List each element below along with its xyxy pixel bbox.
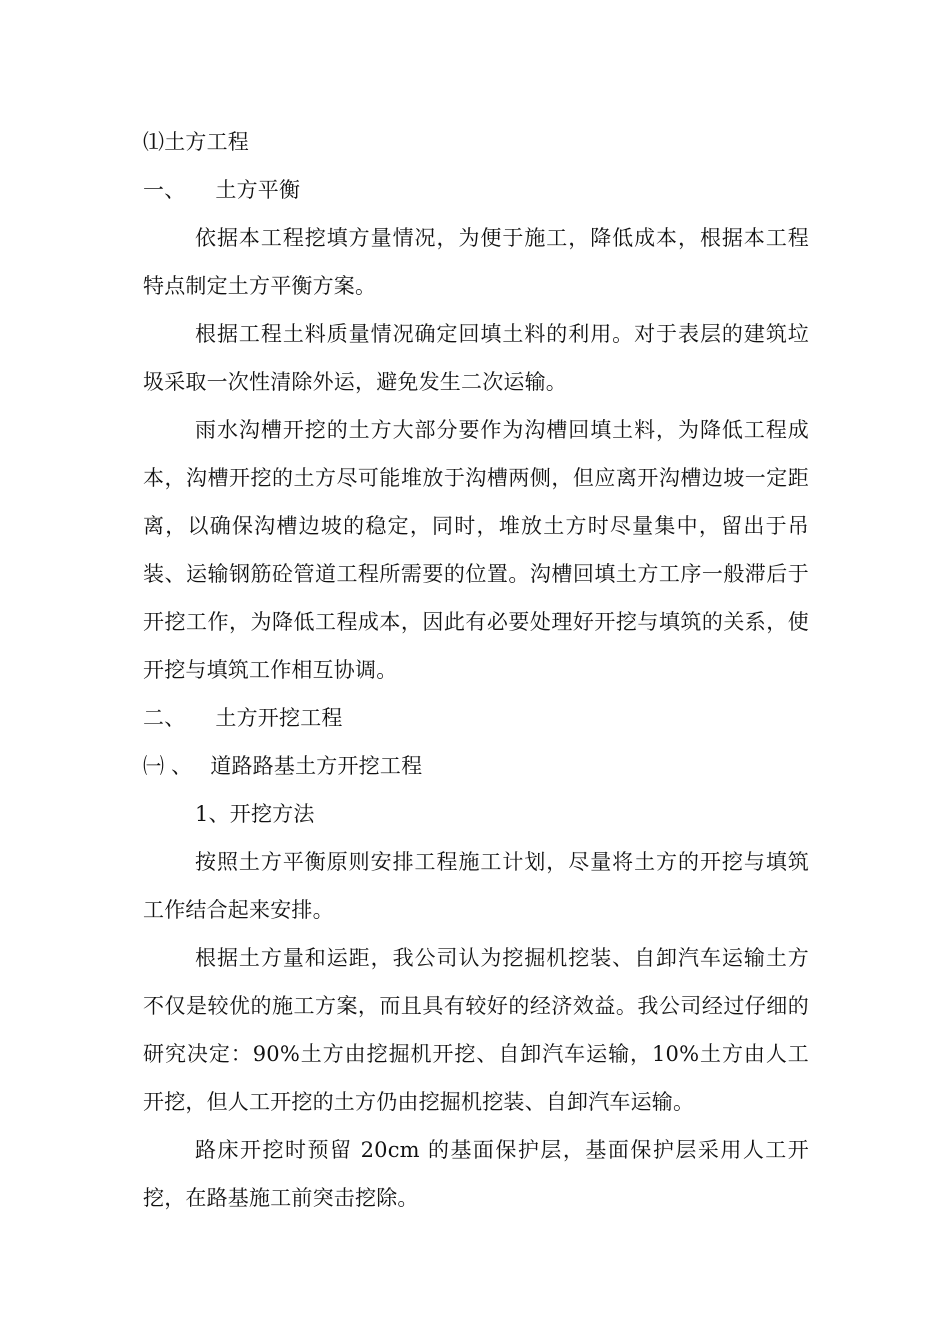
heading-roadbed-excavation — [143, 742, 809, 790]
heading-number: 二、 — [143, 706, 186, 730]
paragraph: 按照土方平衡原则安排工程施工计划，尽量将土方的开挖与填筑工作结合起来安排。 — [143, 850, 809, 922]
heading-number: 一、 — [143, 178, 186, 202]
document-body — [143, 118, 809, 1222]
section-title: ⑴土方工程 — [143, 130, 249, 154]
paragraph: 根据土方量和运距，我公司认为挖掘机挖装、自卸汽车运输土方不仅是较优的施工方案，而且具有较好的经济效益。我公司经过仔细的研究决定：90%土方由挖掘机开挖、自卸汽车运输，10%土方由人工开挖，但人工开挖的土方仍由挖掘机挖装、自卸汽车运输。 — [143, 946, 809, 1114]
paragraph: 依据本工程挖填方量情况，为便于施工，降低成本，根据本工程特点制定土方平衡方案。 — [143, 226, 809, 298]
heading-excavation-method: 1、开挖方法 — [195, 802, 315, 826]
heading-text: 道路路基土方开挖工程 — [210, 754, 423, 778]
paragraph: 路床开挖时预留 20cm 的基面保护层，基面保护层采用人工开挖，在路基施工前突击挖除。 — [143, 1138, 809, 1210]
heading-number: ㈠ 、 — [143, 754, 193, 778]
heading-text: 土方开挖工程 — [215, 706, 343, 730]
paragraph: 根据工程土料质量情况确定回填土料的利用。对于表层的建筑垃圾采取一次性清除外运，避免发生二次运输。 — [143, 322, 809, 394]
heading-text: 土方平衡 — [215, 178, 301, 202]
paragraph: 雨水沟槽开挖的土方大部分要作为沟槽回填土料，为降低工程成本，沟槽开挖的土方尽可能堆放于沟槽两侧，但应离开沟槽边坡一定距离，以确保沟槽边坡的稳定，同时，堆放土方时尽量集中，留出于吊装、运输钢筋砼管道工程所需要的位置。沟槽回填土方工序一般滞后于开挖工作，为降低工程成本，因此有必要处理好开挖与填筑的关系，使开挖与填筑工作相互协调。 — [143, 418, 809, 682]
heading-excavation-works — [143, 694, 809, 742]
heading-earthwork-balance — [143, 166, 809, 214]
